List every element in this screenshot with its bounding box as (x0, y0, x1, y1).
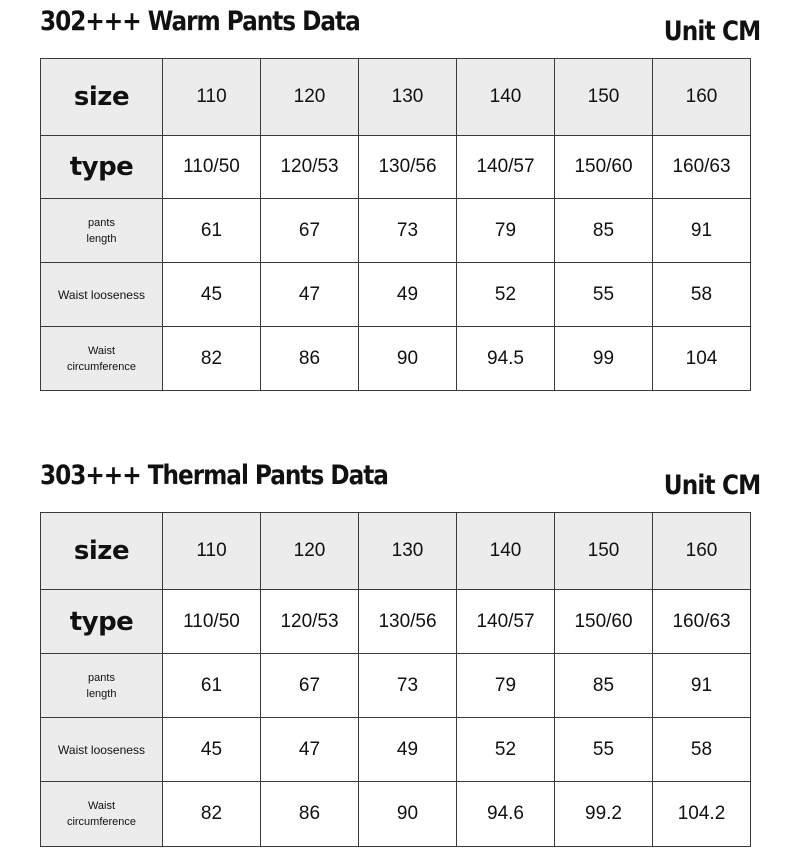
waist-looseness-cell: 45 (163, 263, 261, 327)
waist-circumference-cell: 104 (653, 327, 751, 391)
waist-looseness-cell: 47 (261, 718, 359, 782)
waist-looseness-cell: 58 (653, 263, 751, 327)
pants-length-cell: 79 (457, 199, 555, 263)
waist-circumference-cell: 82 (163, 327, 261, 391)
pants-length-label (41, 199, 163, 263)
type-cell: 150/60 (555, 590, 653, 654)
type-row (41, 590, 751, 654)
type-row (41, 136, 751, 199)
waist-circumference-label (41, 782, 163, 847)
thermal-pants-size-table (40, 512, 751, 847)
pants-length-label-text: pants length (86, 671, 117, 700)
table-title: 303+++ Thermal Pants Data (40, 460, 388, 491)
type-cell: 160/63 (653, 590, 751, 654)
waist-looseness-cell: 47 (261, 263, 359, 327)
type-cell: 150/60 (555, 136, 653, 199)
pants-length-cell: 61 (163, 199, 261, 263)
pants-length-cell: 67 (261, 199, 359, 263)
waist-looseness-cell: 45 (163, 718, 261, 782)
size-label: size (41, 59, 163, 136)
pants-length-cell: 73 (359, 199, 457, 263)
waist-looseness-cell: 52 (457, 718, 555, 782)
size-row (41, 513, 751, 590)
pants-length-cell: 73 (359, 654, 457, 718)
waist-circumference-row (41, 327, 751, 391)
pants-length-label-text: pants length (86, 216, 117, 245)
size-cell: 130 (359, 513, 457, 590)
waist-looseness-cell: 49 (359, 718, 457, 782)
size-cell: 140 (457, 59, 555, 136)
unit-label: Unit CM (663, 470, 760, 501)
waist-circumference-cell: 94.6 (457, 782, 555, 847)
type-cell: 130/56 (359, 590, 457, 654)
waist-circumference-label (41, 327, 163, 391)
size-row (41, 59, 751, 136)
warm-pants-size-table (40, 58, 751, 391)
waist-circumference-cell: 82 (163, 782, 261, 847)
type-cell: 140/57 (457, 136, 555, 199)
waist-circumference-row (41, 782, 751, 847)
type-label: type (41, 590, 163, 654)
waist-circumference-label-text: Waist circumference (66, 800, 137, 828)
pants-length-label (41, 654, 163, 718)
size-cell: 150 (555, 513, 653, 590)
pants-length-cell: 91 (653, 199, 751, 263)
waist-circumference-cell: 90 (359, 327, 457, 391)
waist-looseness-label: Waist looseness (41, 263, 163, 327)
type-cell: 120/53 (261, 136, 359, 199)
size-cell: 110 (163, 59, 261, 136)
waist-circumference-cell: 104.2 (653, 782, 751, 847)
waist-looseness-row (41, 263, 751, 327)
type-cell: 110/50 (163, 590, 261, 654)
size-cell: 120 (261, 513, 359, 590)
size-cell: 130 (359, 59, 457, 136)
waist-circumference-cell: 99 (555, 327, 653, 391)
type-label: type (41, 136, 163, 199)
size-cell: 160 (653, 513, 751, 590)
type-cell: 130/56 (359, 136, 457, 199)
table-title: 302+++ Warm Pants Data (40, 6, 360, 37)
waist-circumference-cell: 86 (261, 782, 359, 847)
size-label: size (41, 513, 163, 590)
type-cell: 140/57 (457, 590, 555, 654)
size-cell: 110 (163, 513, 261, 590)
waist-circumference-cell: 99.2 (555, 782, 653, 847)
type-cell: 110/50 (163, 136, 261, 199)
waist-looseness-cell: 49 (359, 263, 457, 327)
waist-looseness-label: Waist looseness (41, 718, 163, 782)
pants-length-cell: 79 (457, 654, 555, 718)
waist-circumference-cell: 94.5 (457, 327, 555, 391)
waist-circumference-cell: 86 (261, 327, 359, 391)
waist-circumference-cell: 90 (359, 782, 457, 847)
waist-looseness-cell: 55 (555, 263, 653, 327)
size-cell: 160 (653, 59, 751, 136)
size-cell: 120 (261, 59, 359, 136)
size-cell: 140 (457, 513, 555, 590)
waist-circumference-label-text: Waist circumference (66, 344, 137, 373)
waist-looseness-cell: 58 (653, 718, 751, 782)
pants-length-cell: 61 (163, 654, 261, 718)
type-cell: 120/53 (261, 590, 359, 654)
pants-length-cell: 85 (555, 199, 653, 263)
pants-length-cell: 85 (555, 654, 653, 718)
waist-looseness-cell: 52 (457, 263, 555, 327)
pants-length-row (41, 199, 751, 263)
unit-label: Unit CM (663, 16, 760, 47)
pants-length-row (41, 654, 751, 718)
waist-looseness-row (41, 718, 751, 782)
size-cell: 150 (555, 59, 653, 136)
pants-length-cell: 91 (653, 654, 751, 718)
type-cell: 160/63 (653, 136, 751, 199)
pants-length-cell: 67 (261, 654, 359, 718)
waist-looseness-cell: 55 (555, 718, 653, 782)
